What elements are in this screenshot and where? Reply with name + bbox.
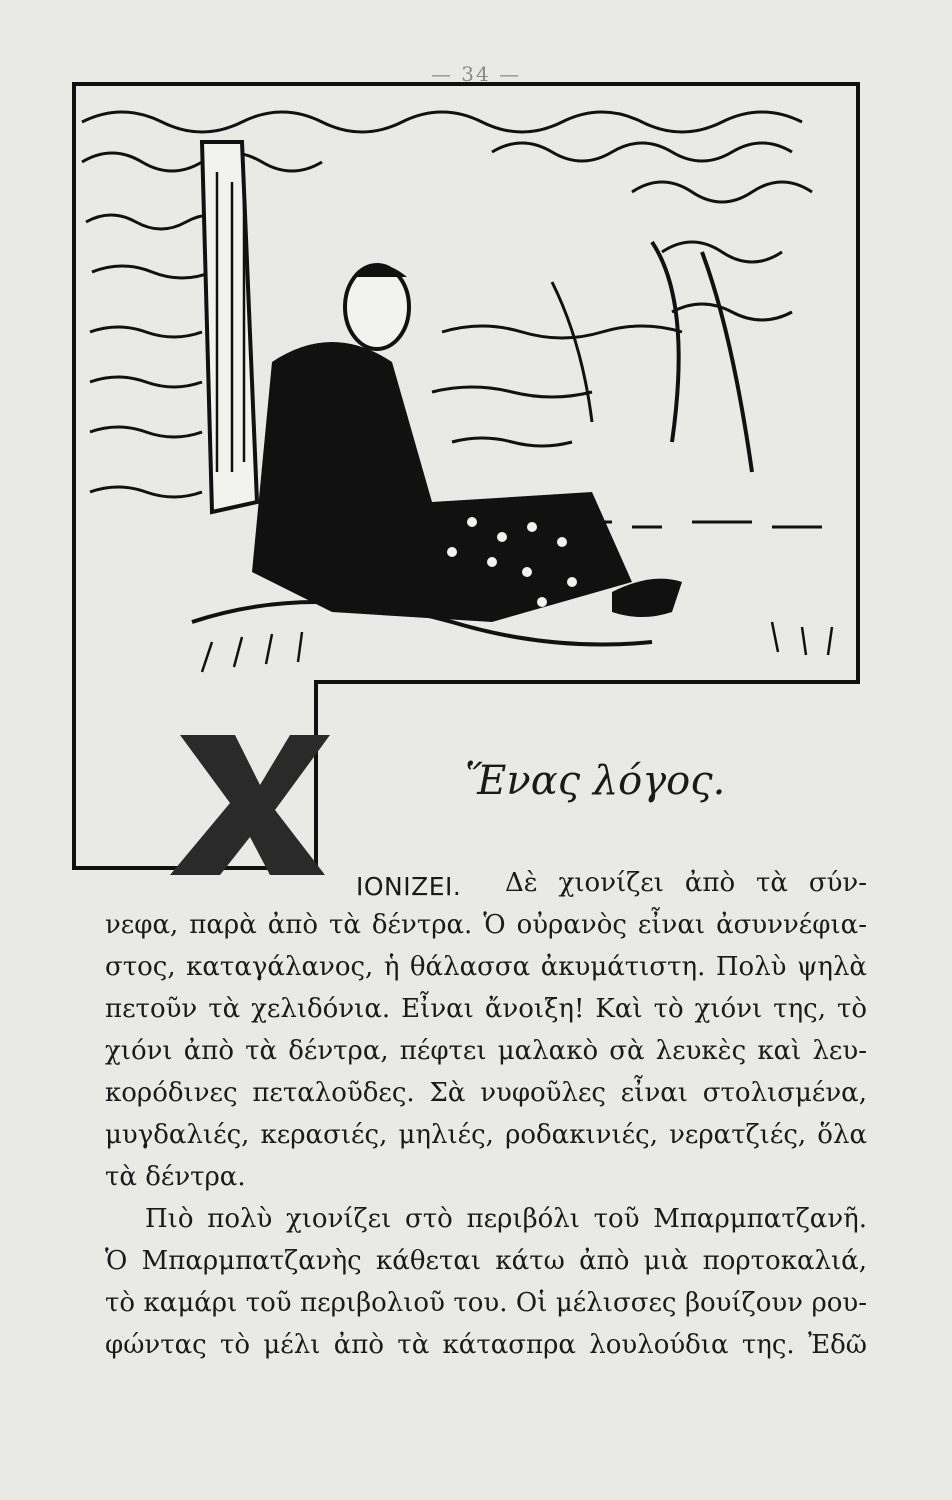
text-line: Δὲ χιονίζει ἀπὸ τὰ σύν- bbox=[505, 868, 867, 898]
page-number: — 34 — bbox=[430, 62, 522, 86]
first-word: ΙΟΝΙΖΕΙ. bbox=[356, 872, 462, 901]
text-line: χιόνι ἀπὸ τὰ δέντρα, πέφτει μαλακὸ σὰ λευκὲς καὶ λευ- bbox=[105, 1036, 867, 1066]
text-line: Πιὸ πολὺ χιονίζει στὸ περιβόλι τοῦ Μπαρμπατζανῆ. bbox=[145, 1204, 867, 1234]
text-line: τὰ δέντρα. bbox=[105, 1162, 246, 1192]
text-line: πετοῦν τὰ χελιδόνια. Εἶναι ἄνοιξη! Καὶ τὸ χιόνι της, τὸ bbox=[105, 994, 867, 1024]
text-line: νεφα, παρὰ ἀπὸ τὰ δέντρα. Ὁ οὐρανὸς εἶναι ἀσυννέφια- bbox=[105, 910, 867, 940]
text-line: μυγδαλιές, κερασιές, μηλιές, ροδακινιές, νερατζιές, ὅλα bbox=[105, 1120, 867, 1150]
text-line: κορόδινες πεταλοῦδες. Σὰ νυφοῦλες εἶναι στολισμένα, bbox=[105, 1078, 867, 1108]
drop-cap-x bbox=[160, 725, 345, 885]
text-line: τὸ καμάρι τοῦ περιβολιοῦ του. Οἱ μέλισσες βουίζουν ρου- bbox=[105, 1288, 867, 1318]
text-line: φώντας τὸ μέλι ἀπὸ τὰ κάτασπρα λουλούδια της. Ἐδῶ bbox=[105, 1330, 867, 1360]
text-line: στος, καταγάλανος, ἡ θάλασσα ἀκυμάτιστη. Πολὺ ψηλὰ bbox=[105, 952, 867, 982]
text-line: Ὁ Μπαρμπατζανὴς κάθεται κάτω ἀπὸ μιὰ πορτοκαλιά, bbox=[105, 1246, 867, 1276]
chapter-title: Ἕνας λόγος. bbox=[465, 758, 726, 804]
